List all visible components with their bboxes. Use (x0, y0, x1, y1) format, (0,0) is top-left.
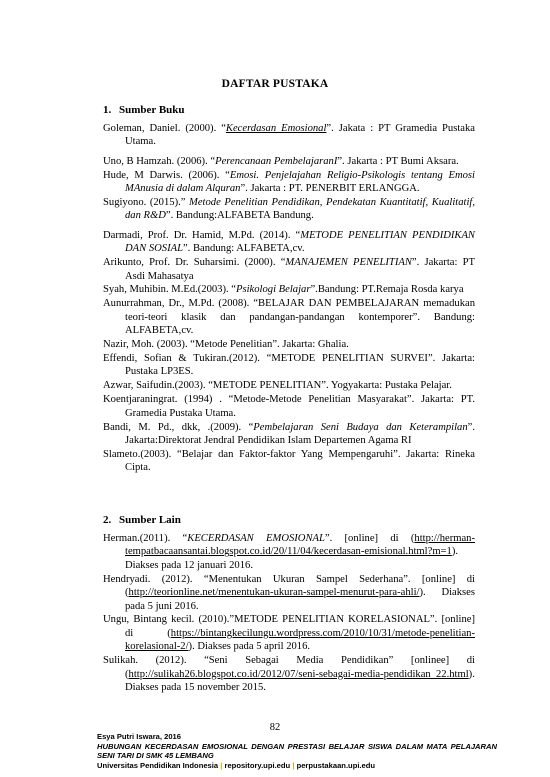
footer-repository-link[interactable]: repository.upi.edu (224, 760, 291, 770)
footer-author: Esya Putri Iswara, 2016 (97, 732, 182, 741)
footer-separator: | (220, 760, 223, 770)
reference-entry: Darmadi, Prof. Dr. Hamid, M.Pd. (2014). “METODE PENELITIAN PENDIDIKAN DAN SOSIAL”. Bandung: ALFABETA,cv. (103, 229, 476, 255)
page-number: 82 (269, 722, 281, 733)
reference-entry: Sulikah. (2012). “Seni Sebagai Media Pendidikan” [onlinee] di (http://sulikah26.blogspot.co.id/2012/07/seni-sebagai-media-pendidikan_22.html). Diakses pada 15 november 2015. (103, 655, 475, 693)
reference-link[interactable]: http://herman-tempatbacaansantai.blogspot.co.id/20/11/04/kecerdasan-emisional.html?m=1 (125, 533, 475, 558)
reference-entry: Ungu, Bintang kecil. (2010).”METODE PENELITIAN KORELASIONAL”. [online] di (https://bintangkecilungu.wordpress.com/2010/10/31/metode-penelitian-korelasional-2/). Diakses pada 5 april 2016. (103, 614, 475, 653)
reference-entry: Nazir, Moh. (2003). “Metode Penelitian”. Jakarta: Ghalia. (103, 339, 349, 351)
reference-link[interactable]: http://sulikah26.blogspot.co.id/2012/07/seni-sebagai-media-pendidikan_22.html (128, 668, 469, 680)
reference-entry: Sugiyono. (2015).” Metode Penelitian Pendidikan, Pendekatan Kuantitatif, Kualitatif, dan R&D”. Bandung:ALFABETA Bandung. (103, 197, 475, 222)
footer-library-link[interactable]: perpustakaan.upi.edu (296, 760, 376, 770)
reference-entry: Syah, Muhibin. M.Ed.(2003). “Psikologi Belajar”.Bandung: PT.Remaja Rosda karya (103, 284, 464, 296)
reference-entry: Uno, B Hamzah. (2006). “Perencanaan PembelajaranI”. Jakarta : PT Bumi Aksara. (103, 155, 459, 167)
page-title: DAFTAR PUSTAKA (221, 78, 329, 90)
section-heading-other: 2. Sumber Lain (103, 514, 181, 526)
reference-entry: Arikunto, Prof. Dr. Suharsimi. (2000). “MANAJEMEN PENELITIAN”. Jakarta: PT Asdi Mahasatya (103, 257, 476, 282)
footer-thesis-title: HUBUNGAN KECERDASAN EMOSIONAL DENGAN PRESTASI BELAJAR SISWA DALAM MATA PELAJARAN SENI TARI DI SMK 45 LEMBANG (97, 741, 497, 761)
reference-entry: Goleman, Daniel. (2000). “Kecerdasan Emosional”. Jakata : PT Gramedia Pustaka Utama. (103, 123, 475, 148)
reference-entry: Azwar, Saifudin.(2003). “METODE PENELITIAN”. Yogyakarta: Pustaka Pelajar. (103, 380, 452, 392)
reference-entry: Herman.(2011). “KECERDASAN EMOSIONAL”. [online] di (http://herman-tempatbacaansantai.blogspot.co.id/20/11/04/kecerdasan-emisional.html?m=1). Diakses pada 12 januari 2016. (103, 533, 475, 571)
reference-entry: Hendryadi. (2012). “Menentukan Ukuran Sampel Sederhana”. [online] di (http://teorionline.net/menentukan-ukuran-sampel-menurut-para-ahli/). Diakses pada 5 juni 2016. (103, 573, 475, 612)
other-reference-list (103, 532, 475, 695)
footer-institution-line (97, 761, 497, 771)
footer-institution: Universitas Pendidikan Indonesia (97, 760, 219, 770)
reference-entry: Aunurrahman, Dr., M.Pd. (2008). “BELAJAR DAN PEMBELAJARAN memadukan teori-teori klasik dan pandangan-pandangan kontemporer”. Bandung: ALFABETA,cv. (103, 298, 475, 337)
reference-link[interactable]: http://teorionline.net/menentukan-ukuran-sampel-menurut-para-ahli/ (128, 587, 420, 599)
reference-entry: Bandi, M. Pd., dkk, .(2009). “Pembelajaran Seni Budaya dan Keterampilan”. Jakarta:Direktorat Jendral Pendidikan Islam Departemen Agama RI (103, 421, 475, 446)
reference-entry: Koentjaraningrat. (1994) . “Metode-Metode Penelitian Masyarakat”. Jakarta: PT. Gramedia Pustaka Utama. (103, 394, 475, 419)
reference-entry: Hude, M Darwis. (2006). “Emosi. Penjelajahan Religio-Psikologis tentang Emosi MAnusia di dalam Alquran”. Jakarta : PT. PENERBIT ERLANGGA. (103, 169, 475, 195)
reference-entry: Effendi, Sofian & Tukiran.(2012). “METODE PENELITIAN SURVEI”. Jakarta: Pustaka LP3ES. (103, 353, 475, 378)
reference-entry: Slameto.(2003). “Belajar dan Faktor-faktor Yang Mempengaruhi”. Jakarta: Rineka Cipta. (103, 448, 475, 474)
footer-separator: | (292, 760, 295, 770)
book-reference-list (103, 122, 475, 475)
section-heading-books: 1. Sumber Buku (103, 104, 185, 116)
reference-link[interactable]: https://bintangkecilungu.wordpress.com/2010/10/31/metode-penelitian-korelasional-2/ (125, 627, 475, 653)
page-footer (97, 732, 497, 770)
